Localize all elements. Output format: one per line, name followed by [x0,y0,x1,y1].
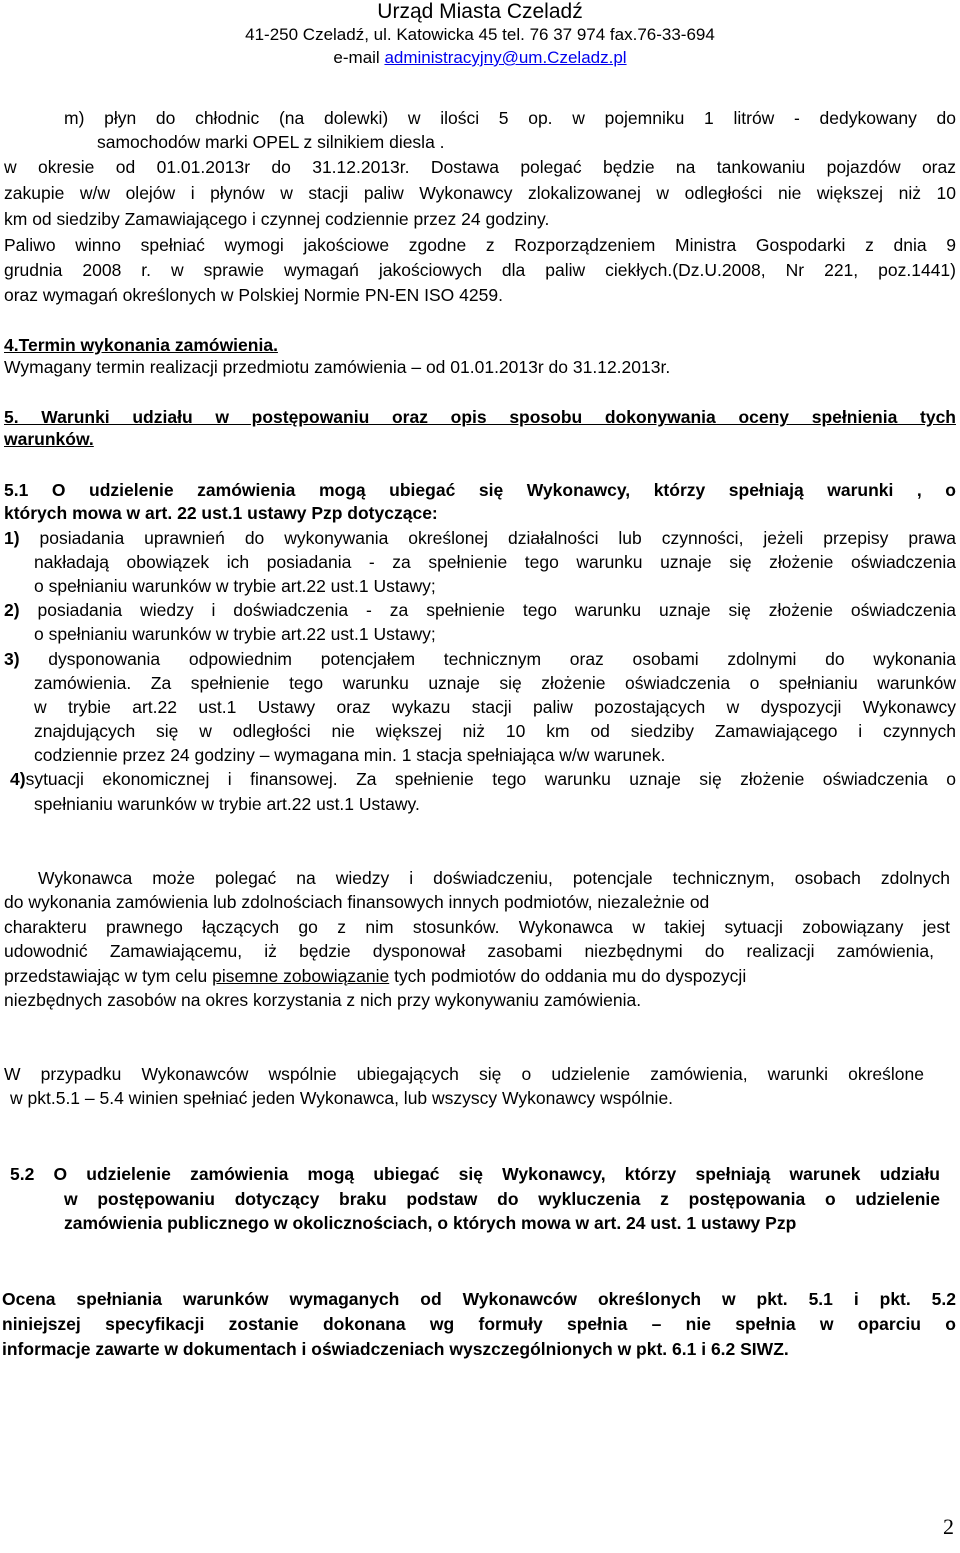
section-5-title-line1: 5. Warunki udziału w postępowaniu oraz opis sposobu dokonywania oceny spełnienia tych [4,407,956,427]
item-1-line2: nakładają obowiązek ich posiadania - za spełnienie tego warunku uznaje się złożenie oświadczenia [34,552,956,572]
section-4-title: 4.Termin wykonania zamówienia. [4,335,278,355]
joint-line2: w pkt.5.1 – 5.4 winien spełniać jeden Wykonawca, lub wszyscy Wykonawcy wspólnie. [10,1088,674,1108]
period-line3: km od siedziby Zamawiającego i czynnej codziennie przez 24 godziny. [4,209,550,229]
item-1-line1: 1) posiadania uprawnień do wykonywania określonej działalności lub czynności, jeżeli przepisy prawa [4,528,956,548]
evaluation-line2: niniejszej specyfikacji zostanie dokonana wg formuły spełnia – nie spełnia w oparciu o [2,1314,956,1334]
page-number: 2 [943,1514,954,1539]
section-4-text: Wymagany termin realizacji przedmiotu zamówienia – od 01.01.2013r do 31.12.2013r. [4,357,671,377]
evaluation-line1: Ocena spełniania warunków wymaganych od Wykonawców określonych w pkt. 5.1 i pkt. 5.2 [2,1289,956,1309]
item-2-line1: 2) posiadania wiedzy i doświadczenia - za spełnienie tego warunku uznaje się złożenie oświadczenia [4,600,956,620]
email-label: e-mail [333,48,385,67]
letterhead-email-line [0,46,960,69]
item-m-line1: m) płyn do chłodnic (na dolewki) w ilości 5 op. w pojemniku 1 litrów - dedykowany do [64,108,956,128]
fuel-line1: Paliwo winno spełniać wymogi jakościowe zgodne z Rozporządzeniem Ministra Gospodarki z dnia 9 [4,235,956,255]
item-2-line2: o spełnianiu warunków w trybie art.22 ust.1 Ustawy; [34,624,436,644]
written-commitment-term: pisemne zobowiązanie [212,966,390,986]
capacity-line1: Wykonawca może polegać na wiedzy i doświadczeniu, potencjale technicznym, osobach zdolnych [38,868,950,888]
capacity-line4: udowodnić Zamawiającemu, iż będzie dysponował zasobami niezbędnymi do realizacji zamówienia, [4,941,934,961]
letterhead [0,0,960,69]
period-line1: w okresie od 01.01.2013r do 31.12.2013r. Dostawa polegać będzie na tankowaniu pojazdów oraz [4,157,956,177]
item-3-line2: zamówienia. Za spełnienie tego warunku uznaje się złożenie oświadczenia o spełnianiu warunków [34,673,956,693]
section-5-title-line2: warunków. [4,429,94,449]
letterhead-org: Urząd Miasta Czeladź [377,0,583,23]
item-3-line1: 3) dysponowania odpowiednim potencjałem technicznym oraz osobami zdolnymi do wykonania [4,649,956,669]
capacity-line2: do wykonania zamówienia lub zdolnościach finansowych innych podmiotów, niezależnie od [4,892,710,912]
item-3-line5: codziennie przez 24 godziny – wymagana min. 1 stacja spełniająca w/w warunek. [34,745,666,765]
item-1-line3: o spełnianiu warunków w trybie art.22 ust.1 Ustawy; [34,576,436,596]
capacity-line5: przedstawiając w tym celu pisemne zobowiązanie tych podmiotów do oddania mu do dyspozycji [4,966,747,986]
email-link[interactable]: administracyjny@um.Czeladz.pl [384,48,627,67]
capacity-line3: charakteru prawnego łączących go z nim stosunków. Wykonawca w takiej sytuacji zobowiązany jest [4,917,950,937]
section-52-line3: zamówienia publicznego w okolicznościach, o których mowa w art. 24 ust. 1 ustawy Pzp [64,1213,797,1233]
item-1-number: 1) [4,528,20,548]
section-52-line1: 5.2 O udzielenie zamówienia mogą ubiegać się Wykonawcy, którzy spełniają warunek udziału [10,1164,940,1184]
item-3-line4: znajdujących się w odległości nie większej niż 10 km od siedziby Zamawiającego i czynnych [34,721,956,741]
item-4-number: 4) [10,769,26,789]
item-3-line3: w trybie art.22 ust.1 Ustawy oraz wykazu stacji paliw pozostających w dyspozycji Wykonawcy [34,697,956,717]
item-m-line2: samochodów marki OPEL z silnikiem diesla . [97,132,445,152]
section-52-line2: w postępowaniu dotyczący braku podstaw do wykluczenia z postępowania o udzielenie [64,1189,940,1209]
capacity-line6: niezbędnych zasobów na okres korzystania z nich przy wykonywaniu zamówienia. [4,990,642,1010]
item-4-line1: 4)sytuacji ekonomicznej i finansowej. Za spełnienie tego warunku uznaje się złożenie oświadczenia o [10,769,956,789]
item-3-number: 3) [4,649,20,669]
letterhead-address: 41-250 Czeladź, ul. Katowicka 45 tel. 76 37 974 fax.76-33-694 [245,25,715,44]
section-51-line1: 5.1 O udzielenie zamówienia mogą ubiegać się Wykonawcy, którzy spełniają warunki , o [4,480,956,500]
item-4-line2: spełnianiu warunków w trybie art.22 ust.1 Ustawy. [34,794,420,814]
section-51-line2: których mowa w art. 22 ust.1 ustawy Pzp dotyczące: [4,503,438,523]
joint-line1: W przypadku Wykonawców wspólnie ubiegających się o udzielenie zamówienia, warunki określone [4,1064,924,1084]
fuel-line2: grudnia 2008 r. w sprawie wymagań jakościowych dla paliw ciekłych.(Dz.U.2008, Nr 221, poz.1441) [4,260,956,280]
item-2-number: 2) [4,600,20,620]
fuel-line3: oraz wymagań określonych w Polskiej Normie PN-EN ISO 4259. [4,285,503,305]
evaluation-line3: informacje zawarte w dokumentach i oświadczeniach wyszczególnionych w pkt. 6.1 i 6.2 SIWZ. [2,1339,789,1359]
period-line2: zakupie w/w olejów i płynów w stacji paliw Wykonawcy zlokalizowanej w odległości nie większej niż 10 [4,183,956,203]
